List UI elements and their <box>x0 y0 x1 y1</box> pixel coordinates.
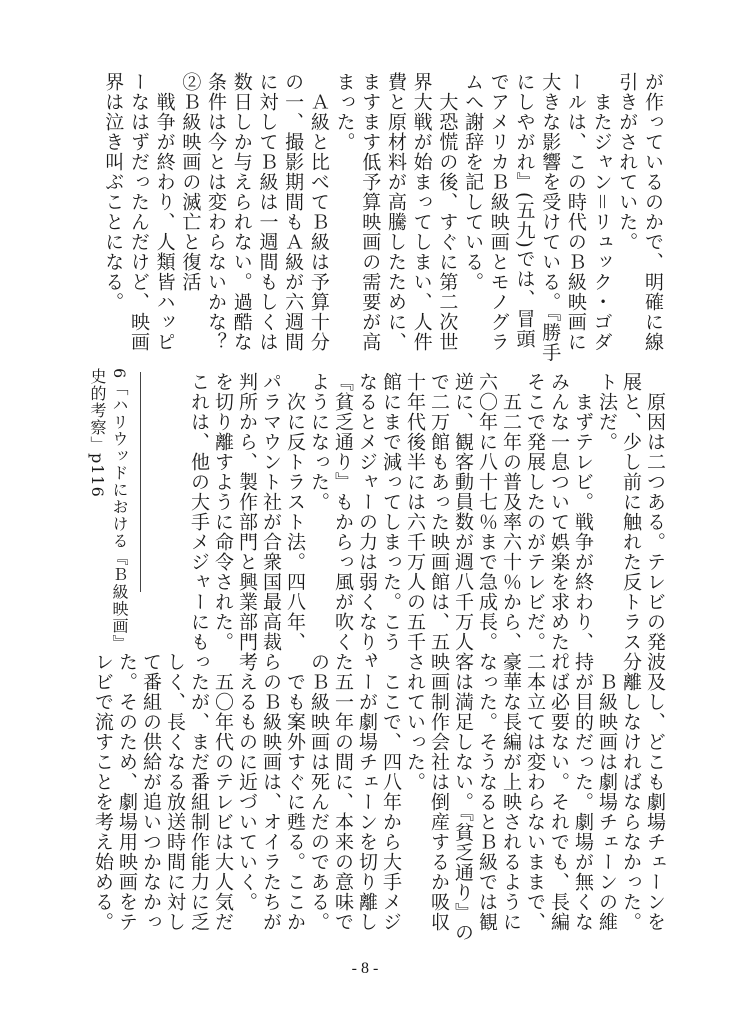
text-column: 二本立ては変わらないままで、 <box>524 652 546 932</box>
text-column: 次に反トラスト法。四八年、 <box>284 372 306 652</box>
text-column: 展と、少し前に触れた反トラス <box>620 372 642 652</box>
text-column: 持が目的だった。劇場が無くな <box>572 652 594 932</box>
text-column: 判所から、製作部門と興業部門 <box>236 372 258 652</box>
text-column: が作っているのかで、明確に線 <box>642 72 664 352</box>
text-column: 6「ハリウッドにおける『Ｂ級映画』 <box>110 368 129 652</box>
text-column: 六〇年に八十七％まで急成長。 <box>476 372 498 652</box>
text-column: 客は満足しない。『貧乏通り』の <box>452 652 474 943</box>
text-column: 五〇年代のテレビは大人気だ <box>212 652 234 932</box>
text-column: されていった。 <box>404 652 426 792</box>
text-column: 費と原材料が高騰したために、 <box>384 72 407 352</box>
text-column: でも案外すぐに甦る。ここか <box>284 652 306 932</box>
text-column: 館にまで減ってしまった。こう <box>380 372 402 652</box>
footnote <box>86 368 130 651</box>
text-column: た五一年の間に、本来の意味で <box>332 652 354 932</box>
text-column: レビで流すことを考え始める。 <box>92 652 114 932</box>
text-column: 界大戦が始まってしまい、人件 <box>410 72 433 352</box>
text-column: 界は泣き叫ぶことになる。 <box>102 72 125 312</box>
text-column: ますます低予算映画の需要が高 <box>359 72 382 352</box>
text-column: パラマウント社が合衆国最高裁 <box>260 372 282 652</box>
text-column: 分離しなければならなかった。 <box>620 652 642 932</box>
text-column: て番組の供給が追いつかなかっ <box>140 652 162 932</box>
text-column: しく、長くなる放送時間に対し <box>164 652 186 932</box>
text-column: Ｂ級映画は劇場チェーンの維 <box>596 652 618 932</box>
text-column: まった。 <box>333 72 356 152</box>
text-column: Ａ級と比べてＢ級は予算十分 <box>307 72 330 352</box>
text-column: ト法だ。 <box>596 372 618 452</box>
text-column: ールは、この時代のＢ級映画に <box>564 72 587 352</box>
footnote-divider <box>140 372 141 592</box>
text-column: なった。そうなるとＢ級では観 <box>476 652 498 932</box>
text-column: 逆に、観客動員数が週八千万人 <box>452 372 474 652</box>
text-column: らのＢ級映画は、オイラたちが <box>260 652 282 932</box>
text-column: 数日しか与えられない。過酷な <box>230 72 253 352</box>
text-column: 波及し、どこも劇場チェーンを <box>644 652 666 932</box>
text-column: 引きがされていた。 <box>616 72 639 252</box>
text-column: のＢ級映画は死んだのである。 <box>308 652 330 932</box>
text-block-middle <box>187 372 667 672</box>
text-column: 映画制作会社は倒産するか吸収 <box>428 652 450 932</box>
text-column: た。そのため、劇場用映画をテ <box>116 652 138 932</box>
text-block-bottom <box>91 652 667 943</box>
text-column: ②Ｂ級映画の滅亡と復活 <box>179 72 202 292</box>
text-column: で二万館もあった映画館は、五 <box>428 372 450 652</box>
text-column: ムへ謝辞を記している。 <box>462 72 485 292</box>
text-column: 考えるものに近づいていく。 <box>236 652 258 912</box>
text-block-top <box>100 72 665 362</box>
text-column: 大恐慌の後、すぐに第二次世 <box>436 72 459 352</box>
text-column: みんな一息ついて娯楽を求めた。 <box>548 372 570 672</box>
text-column: ーなはずだったんだけど、映画 <box>127 72 150 352</box>
text-column: これは、他の大手メジャーにも <box>188 372 210 652</box>
text-column: でアメリカＢ級映画とモノグラ <box>487 72 510 352</box>
text-column: の一、撮影期間もＡ級が六週間 <box>282 72 305 352</box>
text-column: 史的考察」p116 <box>88 368 107 498</box>
text-column: ったが、まだ番組制作能力に乏 <box>188 652 210 932</box>
text-column: 豪華な長編が上映されるように <box>500 652 522 932</box>
text-column: まずテレビ。戦争が終わり、 <box>572 372 594 652</box>
text-column: 戦争が終わり、人類皆ハッピ <box>153 72 176 352</box>
text-column: なるとメジャーの力は弱くなり、 <box>356 372 378 672</box>
text-column: 条件は今とは変わらないかな？ <box>205 72 228 352</box>
text-column: またジャン＝リュック・ゴダ <box>590 72 613 353</box>
text-column: に対してＢ級は一週間もしくは <box>256 72 279 352</box>
text-column: ようになった。 <box>308 372 330 512</box>
text-column: を切り離すように命令された。 <box>212 372 234 652</box>
text-column: 大きな影響を受けている。『勝手 <box>539 72 562 363</box>
text-column: れば必要ない。それでも、長編 <box>548 652 570 932</box>
page-number: - 8 - <box>351 960 379 977</box>
text-column: 原因は二つある。テレビの発 <box>644 372 666 652</box>
text-column: 十年代後半には六千万人の五千 <box>404 372 426 652</box>
text-column: そこで発展したのがテレビだ。 <box>524 372 546 652</box>
text-column: 五二年の普及率六十％から、 <box>500 372 522 652</box>
text-column: 『貧乏通り』もからっ風が吹く <box>332 372 354 652</box>
text-column: ャーが劇場チェーンを切り離し <box>356 652 378 932</box>
text-column: ここで、四八年から大手メジ <box>380 652 402 932</box>
text-column: にしやがれ』(五九)では、冒頭 <box>513 72 536 349</box>
